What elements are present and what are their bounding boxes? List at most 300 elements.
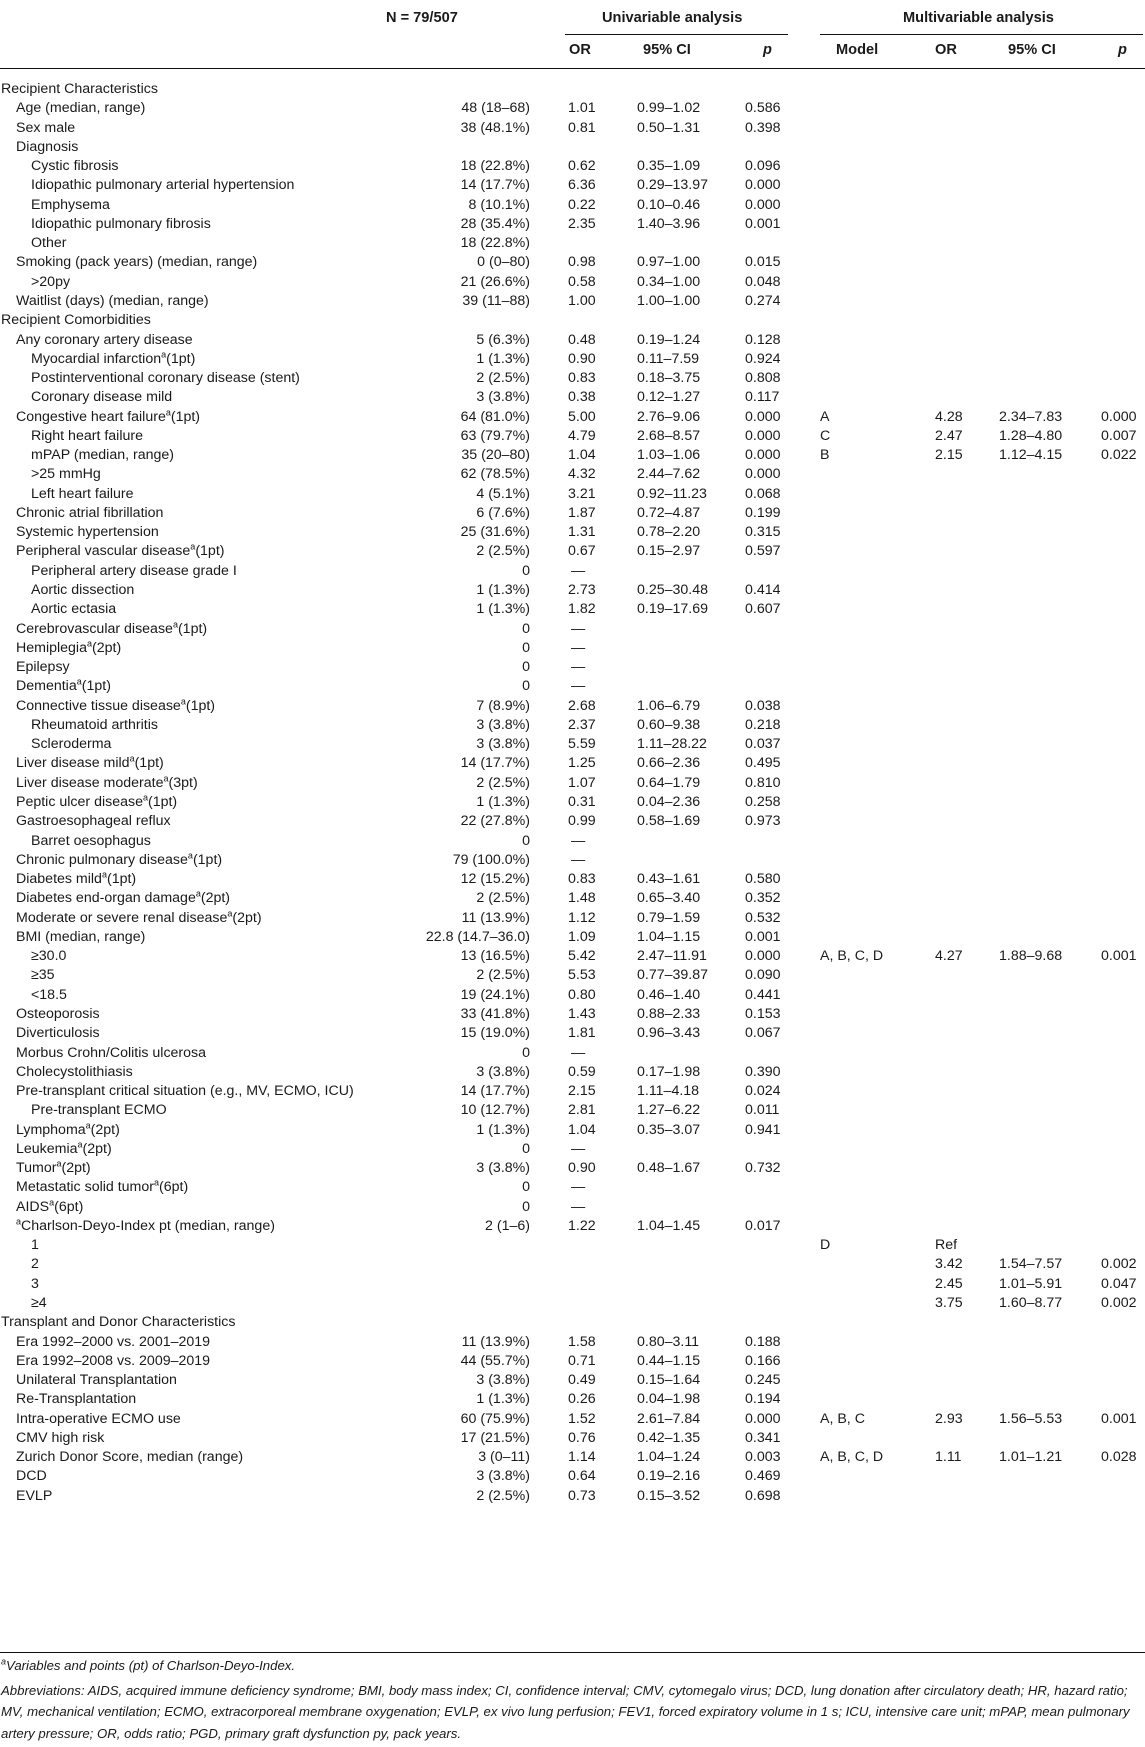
cell-n: 28 (35.4%) [460,215,530,232]
cell-model: D [820,1237,831,1254]
cell-p: 0.037 [745,736,781,753]
table-row [0,1158,1145,1179]
cell-or: 0.31 [568,793,596,810]
row-label [16,927,145,948]
row-label [16,908,262,929]
cell-or: 1.52 [568,1410,596,1427]
table-row [0,1081,1145,1102]
row-label-text: Barret oesophagus [31,832,151,849]
row-label [31,464,101,485]
cell-or: 1.00 [568,292,596,309]
cell-ci: 2.76–9.06 [637,408,701,425]
header-n: N = 79/507 [386,10,458,26]
cell-n: 0 [522,832,530,849]
cell-or: 1.82 [568,601,596,618]
points-suffix: (1pt) [81,678,111,695]
cell-or: — [571,659,586,676]
table-row [0,522,1145,543]
cell-or: 0.71 [568,1352,596,1369]
cell-n: 62 (78.5%) [460,466,530,483]
footnote-a-marker: a [1,1656,7,1667]
cell-or: — [571,620,586,637]
row-label-text: Pre-transplant ECMO [31,1102,167,1119]
cell-n: 0 [522,1179,530,1196]
cell-or: 0.58 [568,273,596,290]
cell-n: 38 (48.1%) [460,119,530,136]
table-row [0,676,1145,697]
cell-n: 3 (3.8%) [476,716,530,733]
cell-n: 15 (19.0%) [460,1025,530,1042]
row-label [31,426,143,447]
cell-or: — [571,678,586,695]
points-suffix: (3pt) [168,774,198,791]
cell-or: 0.64 [568,1468,596,1485]
row-label-text: Pre-transplant critical situation (e.g., MV, ECMO, ICU) [16,1083,354,1100]
cell-p: 0.000 [745,177,781,194]
cell-p: 0.315 [745,524,781,541]
footnote-marker: a [85,1119,91,1130]
points-suffix: (2pt) [82,1140,112,1157]
table-row [0,1447,1145,1468]
points-suffix: (1pt) [166,350,196,367]
cell-mci: 2.34–7.83 [999,408,1063,425]
cell-p: 0.000 [745,427,781,444]
cell-n: 3 (0–11) [478,1449,530,1466]
table-row [0,484,1145,505]
row-label-text: Charlson-Deyo-Index pt (median, range) [21,1217,275,1234]
cell-n: 60 (75.9%) [460,1410,530,1427]
cell-p: 0.597 [745,543,781,560]
cell-n: 21 (26.6%) [460,273,530,290]
row-label [16,619,207,640]
cell-p: 0.218 [745,716,781,733]
cell-or: 2.15 [568,1083,596,1100]
footnote-marker: a [49,1196,55,1207]
cell-mor: 2.93 [935,1410,963,1427]
cell-ci: 0.78–2.20 [637,524,701,541]
footnote-marker: a [172,618,178,629]
table-row [0,233,1145,254]
table-row [0,272,1145,293]
cell-mci: 1.56–5.53 [999,1410,1063,1427]
row-label-text: Chronic pulmonary disease [16,851,188,868]
table-row [0,368,1145,389]
row-label [16,1043,206,1064]
footnote-marker: a [76,676,82,687]
table-row [0,850,1145,871]
row-label [31,599,116,620]
cell-or: 2.37 [568,716,596,733]
cell-n: 22 (27.8%) [460,813,530,830]
row-label-text: Rheumatoid arthritis [31,716,158,733]
row-label [16,811,171,832]
cell-n: 1 (1.3%) [476,1391,530,1408]
cell-n: 2 (2.5%) [476,890,530,907]
cell-n: 4 (5.1%) [476,485,530,502]
cell-p: 0.390 [745,1063,781,1080]
row-label [31,368,300,389]
table-row [0,619,1145,640]
table-row [0,1332,1145,1353]
row-label [16,1158,91,1179]
points-suffix: (6pt) [159,1179,189,1196]
cell-ci: 0.18–3.75 [637,370,701,387]
cell-ci: 1.04–1.15 [637,928,701,945]
table-row [0,214,1145,235]
row-label-text: ≥30.0 [31,948,67,965]
table-row [0,349,1145,370]
cell-ci: 0.46–1.40 [637,986,701,1003]
table-row [0,580,1145,601]
row-label [31,561,237,582]
row-label [16,850,222,871]
cell-n: 0 [522,1044,530,1061]
footnote-marker: a [77,1139,83,1150]
cell-mor: 3.42 [935,1256,963,1273]
row-label-text: Unilateral Transplantation [16,1372,177,1389]
table-row [0,426,1145,447]
cell-or: 1.04 [568,1121,596,1138]
cell-n: 2 (2.5%) [476,967,530,984]
cell-ci: 0.60–9.38 [637,716,701,733]
cell-or: 1.14 [568,1449,596,1466]
cell-p: 0.973 [745,813,781,830]
cell-ci: 0.92–11.23 [637,485,707,502]
cell-or: 5.00 [568,408,596,425]
row-label-text: Age (median, range) [16,100,146,117]
table-row [0,118,1145,139]
cell-ci: 0.29–13.97 [637,177,709,194]
footnote-a-text: Variables and points (pt) of Charlson-Deyo-Index. [6,1658,296,1673]
cell-or: 0.90 [568,350,596,367]
row-label-text: Coronary disease mild [31,389,173,406]
cell-or: 2.81 [568,1102,596,1119]
row-label-text: Intra-operative ECMO use [16,1410,181,1427]
row-label [16,888,230,909]
cell-or: 5.42 [568,948,596,965]
row-label-text: 1 [31,1237,39,1254]
cell-model: A, B, C, D [820,1449,884,1466]
cell-or: — [571,832,586,849]
cell-p: 0.532 [745,909,781,926]
cell-p: 0.000 [745,447,781,464]
points-suffix: (2pt) [61,1160,91,1177]
row-label [16,407,200,428]
cell-mci: 1.28–4.80 [999,427,1063,444]
cell-p: 0.128 [745,331,781,348]
cell-ci: 0.04–1.98 [637,1391,701,1408]
cell-n: 1 (1.3%) [476,1121,530,1138]
cell-or: 1.31 [568,524,596,541]
cell-n: 22.8 (14.7–36.0) [425,928,530,945]
footnote-marker: a [180,695,186,706]
cell-p: 0.117 [745,389,780,406]
table-row [0,1428,1145,1449]
row-label-text: Liver disease moderate [16,774,164,791]
footnote-marker: a [165,406,171,417]
cell-or: 0.26 [568,1391,596,1408]
points-suffix: (1pt) [192,851,223,868]
row-label-text: Recipient Characteristics [1,81,158,97]
cell-p: 0.199 [745,504,781,521]
cell-p: 0.274 [745,292,781,309]
header-model: Model [836,42,879,58]
table-row [0,98,1145,119]
header-bottom-rule [0,68,1145,69]
row-label-text: Peripheral artery disease grade I [31,562,237,579]
cell-ci: 0.19–1.24 [637,331,701,348]
cell-model: A, B, C, D [820,948,884,965]
cell-or: 1.07 [568,774,596,791]
table-row [0,888,1145,909]
row-label-text: BMI (median, range) [16,928,146,945]
row-label-text: Transplant and Donor Characteristics [1,1314,236,1331]
cell-or: 0.67 [568,543,596,560]
cell-n: 48 (18–68) [461,100,530,117]
cell-or: 0.98 [568,254,596,271]
cell-n: 14 (17.7%) [460,177,530,194]
table-row [0,1293,1145,1314]
table-row [0,696,1145,717]
cell-or: 0.59 [568,1063,596,1080]
row-label [31,175,294,196]
row-label-text: Recipient Comorbidities [1,312,151,329]
points-suffix: (2pt) [90,1121,120,1138]
cell-or: — [571,1044,586,1061]
cell-ci: 0.19–2.16 [637,1468,701,1485]
cell-model: C [820,427,831,444]
cell-model: A, B, C [820,1410,865,1427]
cell-n: 1 (1.3%) [476,582,530,599]
row-label [31,349,195,370]
row-label-text: Cystic fibrosis [31,158,119,175]
cell-p: 0.469 [745,1468,781,1485]
cell-p: 0.011 [745,1102,780,1119]
cell-n: 0 [522,678,530,695]
cell-p: 0.001 [745,215,781,232]
cell-n: 33 (41.8%) [460,1005,530,1022]
row-label-text: Aortic dissection [31,582,135,599]
cell-n: 8 (10.1%) [468,196,530,213]
cell-or: 0.38 [568,389,596,406]
table-row [0,1370,1145,1391]
cell-p: 0.607 [745,601,781,618]
table-row [0,1351,1145,1372]
table-row [0,1062,1145,1083]
row-label [1,310,151,331]
cell-mor: Ref [935,1237,958,1254]
cell-n: 17 (21.5%) [460,1429,530,1446]
cell-n: 6 (7.6%) [476,504,530,521]
row-label-text: Lymphoma [16,1121,86,1138]
cell-or: 1.09 [568,928,596,945]
cell-n: 79 (100.0%) [452,851,530,868]
cell-n: 3 (3.8%) [476,1063,530,1080]
cell-ci: 0.72–4.87 [637,504,701,521]
cell-ci: 2.47–11.91 [637,948,707,965]
cell-p: 0.732 [745,1160,781,1177]
row-label-text: Metastatic solid tumor [16,1179,154,1196]
table-row [0,503,1145,524]
cell-ci: 0.35–3.07 [637,1121,701,1138]
footnote-marker: a [190,541,196,552]
cell-ci: 0.15–1.64 [637,1372,701,1389]
row-label [31,214,211,235]
cell-ci: 1.40–3.96 [637,215,701,232]
row-label [16,1216,275,1237]
table-row [0,79,1145,100]
cell-mp: 0.047 [1101,1275,1137,1292]
cell-or: 0.83 [568,370,596,387]
row-label [1,1312,235,1333]
row-label-text: Cholecystolithiasis [16,1063,133,1080]
cell-n: 25 (31.6%) [460,524,530,541]
header-or: OR [569,42,591,58]
cell-n: 1 (1.3%) [476,350,530,367]
row-label-text: Zurich Donor Score, median (range) [16,1449,244,1466]
row-label [1,79,158,100]
row-label-text: Right heart failure [31,427,143,444]
row-label [16,1197,83,1218]
table-row [0,773,1145,794]
row-label-text: <18.5 [31,986,67,1003]
points-suffix: (1pt) [195,543,225,560]
footnote-marker: a [187,850,193,861]
cell-or: 0.99 [568,813,596,830]
row-label [31,734,111,755]
row-label [31,1293,47,1314]
cell-mor: 4.27 [935,948,963,965]
table-row [0,985,1145,1006]
cell-n: 3 (3.8%) [476,1160,530,1177]
cell-ci: 0.35–1.09 [637,158,701,175]
cell-p: 0.808 [745,370,781,387]
cell-or: 1.81 [568,1025,596,1042]
table-row [0,1100,1145,1121]
cell-ci: 0.77–39.87 [637,967,709,984]
cell-p: 0.001 [745,928,781,945]
row-label [31,580,134,601]
cell-p: 0.441 [745,986,781,1003]
cell-ci: 0.80–3.11 [637,1333,700,1350]
row-label [31,1274,39,1295]
row-label-text: Moderate or severe renal disease [16,909,228,926]
points-suffix: (6pt) [54,1198,84,1215]
row-label-text: AIDS [16,1198,50,1215]
row-label-text: Congestive heart failure [16,408,166,425]
cell-ci: 0.44–1.15 [637,1352,701,1369]
footnote-marker: a [195,888,201,899]
cell-p: 0.398 [745,119,781,136]
cell-p: 0.341 [745,1429,781,1446]
cell-n: 3 (3.8%) [476,736,530,753]
header-ci: 95% CI [643,42,691,58]
row-label-text: Chronic atrial fibrillation [16,504,164,521]
points-suffix: (1pt) [185,697,216,714]
cell-model: B [820,447,830,464]
cell-or: 1.87 [568,504,596,521]
row-label-text: Diabetes mild [16,871,102,888]
cell-p: 0.245 [745,1372,781,1389]
row-label [16,252,257,273]
table-row [0,792,1145,813]
cell-ci: 1.11–4.18 [637,1083,700,1100]
table-row [0,1197,1145,1218]
header-multivariable-underline [820,34,1143,35]
row-label-text: Re-Transplantation [16,1391,137,1408]
cell-or: 1.22 [568,1217,596,1234]
cell-or: 0.90 [568,1160,596,1177]
cell-n: 14 (17.7%) [460,755,530,772]
footnote-marker: a [142,792,148,803]
table-row [0,291,1145,312]
table-row [0,541,1145,562]
row-label [16,541,224,562]
cell-or: 0.83 [568,871,596,888]
cell-or: 1.58 [568,1333,596,1350]
table-row [0,1254,1145,1275]
row-label [16,1004,100,1025]
row-label-text: EVLP [16,1487,53,1504]
header-multi-ci: 95% CI [1008,42,1056,58]
row-label [31,484,134,505]
cell-n: 3 (3.8%) [476,389,530,406]
table-row [0,561,1145,582]
row-label-text: Emphysema [31,196,110,213]
cell-n: 18 (22.8%) [460,158,530,175]
row-label [16,1062,133,1083]
footnote-abbreviations: Abbreviations: AIDS, acquired immune deficiency syndrome; BMI, body mass index; CI, confidence interval; CMV, cytomegalo virus; DCD, lung donation after circulatory death; HR, hazard ratio; MV, mechanical ventilation; ECMO, extracorporeal membrane oxygenation; EVLP, ex vivo lung perfusion; FEV1, forced expiratory volume in 1 s; ICU, intensive care unit; mPAP, mean pulmonary artery pressure; OR, odds ratio; PGD, primary graft dysfunction py, pack years. [1,1683,1130,1741]
row-label-text: Cerebrovascular disease [16,620,173,637]
table-row [0,927,1145,948]
row-label [31,715,158,736]
cell-p: 0.495 [745,755,781,772]
cell-or: 1.48 [568,890,596,907]
cell-ci: 0.15–2.97 [637,543,701,560]
row-label [16,118,75,139]
row-label-text: ≥35 [31,967,55,984]
points-suffix: (1pt) [106,871,137,888]
cell-ci: 0.99–1.02 [637,100,701,117]
cell-n: 3 (3.8%) [476,1372,530,1389]
header-multi-p: p [1118,42,1127,58]
row-label-text: Idiopathic pulmonary fibrosis [31,215,211,232]
cell-ci: 0.11–7.59 [637,350,700,367]
cell-or: 2.68 [568,697,596,714]
cell-p: 0.153 [745,1005,781,1022]
table-row [0,1004,1145,1025]
row-label-text: Hemiplegia [16,639,87,656]
row-label [31,445,174,466]
cell-p: 0.000 [745,948,781,965]
cell-or: 0.62 [568,158,596,175]
cell-ci: 2.61–7.84 [637,1410,701,1427]
points-suffix: (2pt) [200,890,231,907]
row-label-text: 3 [31,1275,39,1292]
cell-mci: 1.88–9.68 [999,948,1063,965]
cell-mor: 1.11 [935,1449,962,1466]
cell-ci: 0.12–1.27 [637,389,701,406]
row-label-text: Other [31,235,67,252]
table-row [0,1043,1145,1064]
row-label [16,657,70,678]
cell-mci: 1.12–4.15 [999,447,1063,464]
cell-mp: 0.001 [1101,1410,1137,1427]
row-label-text: Scleroderma [31,736,112,753]
cell-n: 0 (0–80) [477,254,530,271]
row-label-text: >25 mmHg [31,466,101,483]
cell-or: 1.25 [568,755,596,772]
